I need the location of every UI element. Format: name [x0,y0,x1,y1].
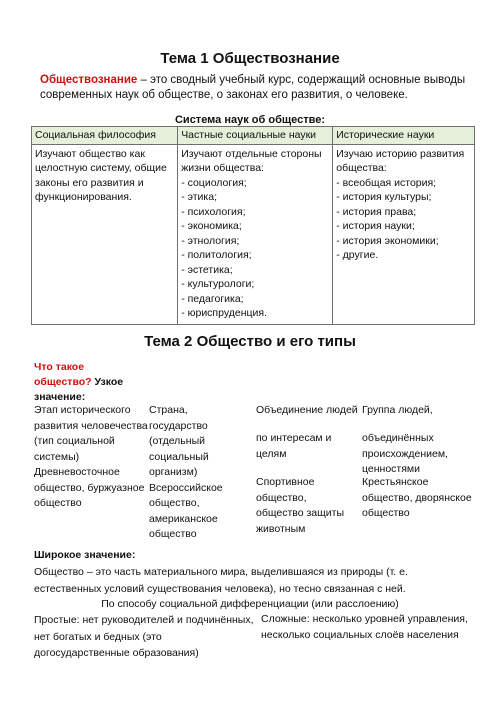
cell-intro: Изучаю историю развития общества: [336,147,465,174]
narrow-meaning-country: Страна, государство (отдельный социальный организм) Всероссийское общество, американское общество [149,404,223,540]
wide-meaning-definition: Общество – это часть материального мира, выделившаяся из природы (т. е. естественных условий существования человека), но тесно связанная с ней. [34,566,408,595]
list-item: - культурологи; [181,278,255,290]
list-item: - эстетика; [181,263,233,276]
historical-sciences-list [336,176,471,263]
differentiation-heading: По способу социальной дифференциации (или расслоению) [101,598,399,610]
list-item: - история экономики; [336,234,439,247]
science-system-title: Система наук об обществе: [174,114,326,126]
cell-intro: Изучают отдельные стороны жизни общества: [181,147,322,174]
table-row [32,144,475,324]
narrow-meaning-group-heading: Группа людей, [362,404,433,416]
list-item: - юриспруденция. [181,307,267,319]
list-item: - экономика; [181,220,242,232]
table-header-row [32,127,475,145]
list-item: - история науки; [336,220,415,232]
column-header-historical-sciences: Исторические науки [333,127,475,145]
complex-societies: Сложные: несколько уровней управления, несколько социальных слоёв населения [261,613,468,641]
narrow-meaning-group: объединённых происхождением, ценностями [362,432,448,475]
cell-intro: Изучают общество как целостную систему, общие законы его развития и функционирования. [35,147,167,203]
science-system-table [31,126,475,325]
narrow-meaning-union-heading: Объединение людей [256,404,358,416]
topic1-title: Тема 1 Обществознание [160,50,340,67]
list-item: - всеобщая история; [336,176,437,189]
social-sciences-list [181,176,329,321]
list-item: - история культуры; [336,191,432,203]
narrow-meaning-group-example: Крестьянское общество, дворянское общество [362,476,472,519]
list-item: - педагогика; [181,292,244,305]
definition-text: – это сводный учебный курс, содержащий основные выводы современных наук об обществе, о законах его развития, о человеке. [40,74,466,101]
list-item: - социология; [181,176,247,189]
simple-societies: Простые: нет руководителей и подчинённых, нет богатых и бедных (это догосударственные образования) [34,614,254,659]
wide-meaning-label: Широкое значение: [34,549,136,561]
cell-historical-sciences [333,144,475,324]
narrow-label: Узкое значение: [34,376,124,403]
list-item: - психология; [181,205,246,218]
topic2-title: Тема 2 Общество и его типы [144,333,356,350]
society-question [34,360,144,405]
cell-social-sciences [178,144,333,324]
cell-social-philosophy [32,144,178,324]
definition-term: Обществознание [40,74,138,86]
list-item: - политология; [181,249,252,261]
narrow-meaning-union-example: Спортивное общество, общество защиты животным [256,476,345,535]
definition-paragraph [40,73,470,103]
list-item: - другие. [336,249,379,261]
narrow-meaning-historical-stage: Этап исторического развития человечества (тип социальной системы) Древневосточное общество, буржуазное общество [34,404,148,509]
list-item: - этика; [181,191,217,203]
question-text: Что такое общество? [34,361,92,388]
column-header-social-philosophy: Социальная философия [32,127,178,145]
list-item: - история права; [336,205,417,218]
narrow-meaning-union: по интересам и целям [256,432,332,460]
column-header-social-sciences: Частные социальные науки [178,127,333,145]
list-item: - этнология; [181,234,240,247]
